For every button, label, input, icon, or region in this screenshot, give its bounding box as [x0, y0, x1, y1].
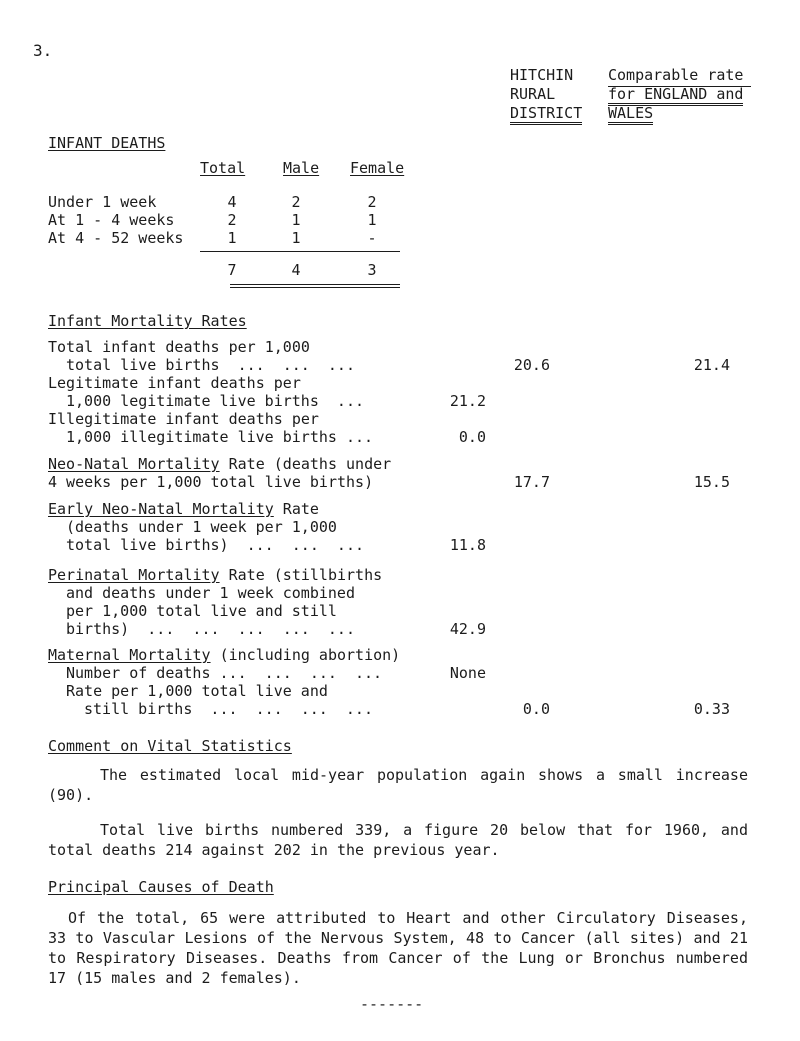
comment-title: Comment on Vital Statistics	[48, 737, 292, 755]
early-neo-natal-line-2: (deaths under 1 week per 1,000	[66, 518, 337, 536]
illegit-rate-line-1: Illegitimate infant deaths per	[48, 410, 319, 428]
district-header-line-2: RURAL	[510, 85, 556, 103]
neo-natal-line-2: 4 weeks per 1,000 total live births)	[48, 473, 374, 491]
perinatal-title: Perinatal Mortality	[48, 566, 220, 584]
row-label: Under 1 week	[48, 193, 157, 211]
maternal-line-1	[48, 646, 400, 664]
infant-deaths-title: INFANT DEATHS	[48, 134, 166, 152]
total-rate-england: 21.4	[693, 356, 730, 374]
perinatal-line-4: births) ... ... ... ... ...	[66, 620, 355, 638]
row-male: 2	[291, 193, 301, 211]
comment-paragraph-2: Total live births numbered 339, a figure 20 below that for 1960, and total deaths 214 against 202 in the previous year.	[48, 821, 748, 859]
row-female: 2	[367, 193, 377, 211]
comparable-header-line-1: Comparable rate	[608, 66, 744, 84]
male-total: 4	[291, 261, 301, 279]
early-neo-natal-title: Early Neo-Natal Mortality	[48, 500, 274, 518]
column-header-total: Total	[200, 159, 246, 177]
page-number: 3.	[33, 41, 53, 60]
row-label: At 1 - 4 weeks	[48, 211, 175, 229]
total-rate-line-2: total live births ... ... ...	[66, 356, 355, 374]
total-rate-line-1: Total infant deaths per 1,000	[48, 338, 310, 356]
total-rate-district: 20.6	[513, 356, 550, 374]
maternal-line-3: Rate per 1,000 total live and	[66, 682, 328, 700]
early-neo-natal-value: 11.8	[449, 536, 486, 554]
end-mark: -------	[360, 995, 424, 1013]
row-female: 1	[367, 211, 377, 229]
comparable-header-line-2: for ENGLAND and	[608, 85, 743, 106]
illegit-rate-line-2: 1,000 illegitimate live births ...	[66, 428, 374, 446]
row-total: 4	[227, 193, 237, 211]
legit-rate-line-1: Legitimate infant deaths per	[48, 374, 301, 392]
maternal-rate-district: 0.0	[522, 700, 550, 718]
neo-natal-line-1	[48, 455, 391, 473]
row-female: -	[367, 229, 377, 247]
perinatal-line-3: per 1,000 total live and still	[66, 602, 337, 620]
district-header-line-3: DISTRICT	[510, 104, 582, 125]
mortality-title: Infant Mortality Rates	[48, 312, 247, 330]
perinatal-line-1	[48, 566, 382, 584]
row-male: 1	[291, 211, 301, 229]
maternal-line-4: still births ... ... ... ...	[84, 700, 373, 718]
row-male: 1	[291, 229, 301, 247]
neo-natal-title: Neo-Natal Mortality	[48, 455, 220, 473]
maternal-title: Maternal Mortality	[48, 646, 211, 664]
early-neo-natal-title-rest: Rate	[273, 500, 319, 518]
totals-bottom-rule	[230, 284, 400, 288]
row-total: 1	[227, 229, 237, 247]
perinatal-value: 42.9	[449, 620, 486, 638]
totals-top-rule	[200, 251, 400, 252]
comparable-header-line-3: WALES	[608, 104, 653, 125]
comment-paragraph-1: The estimated local mid-year population again shows a small increase (90).	[48, 766, 748, 804]
maternal-title-rest: (including abortion)	[210, 646, 401, 664]
grand-total: 7	[227, 261, 237, 279]
maternal-deaths-value: None	[449, 664, 486, 682]
column-header-male: Male	[283, 159, 320, 177]
column-header-female: Female	[350, 159, 405, 177]
row-label: At 4 - 52 weeks	[48, 229, 184, 247]
neo-natal-england: 15.5	[693, 473, 730, 491]
illegit-rate-value: 0.0	[458, 428, 486, 446]
causes-title: Principal Causes of Death	[48, 878, 274, 896]
neo-natal-title-rest: Rate (deaths under	[219, 455, 392, 473]
row-total: 2	[227, 211, 237, 229]
causes-paragraph: Of the total, 65 were attributed to Heart and other Circulatory Diseases, 33 to Vascular Lesions of the Nervous System, 48 to Cancer (all sites) and 21 to Respiratory Diseases. Deaths from Cancer of the Lung or Bronchus numbered 17 (15 males and 2 females).	[48, 909, 748, 987]
district-header-line-1: HITCHIN	[510, 66, 574, 84]
maternal-rate-england: 0.33	[693, 700, 730, 718]
early-neo-natal-line-1	[48, 500, 319, 518]
neo-natal-district: 17.7	[513, 473, 550, 491]
perinatal-line-2: and deaths under 1 week combined	[66, 584, 355, 602]
early-neo-natal-line-3: total live births) ... ... ...	[66, 536, 365, 554]
perinatal-title-rest: Rate (stillbirths	[219, 566, 383, 584]
maternal-line-2: Number of deaths ... ... ... ...	[66, 664, 383, 682]
legit-rate-value: 21.2	[449, 392, 486, 410]
legit-rate-line-2: 1,000 legitimate live births ...	[66, 392, 365, 410]
female-total: 3	[367, 261, 377, 279]
